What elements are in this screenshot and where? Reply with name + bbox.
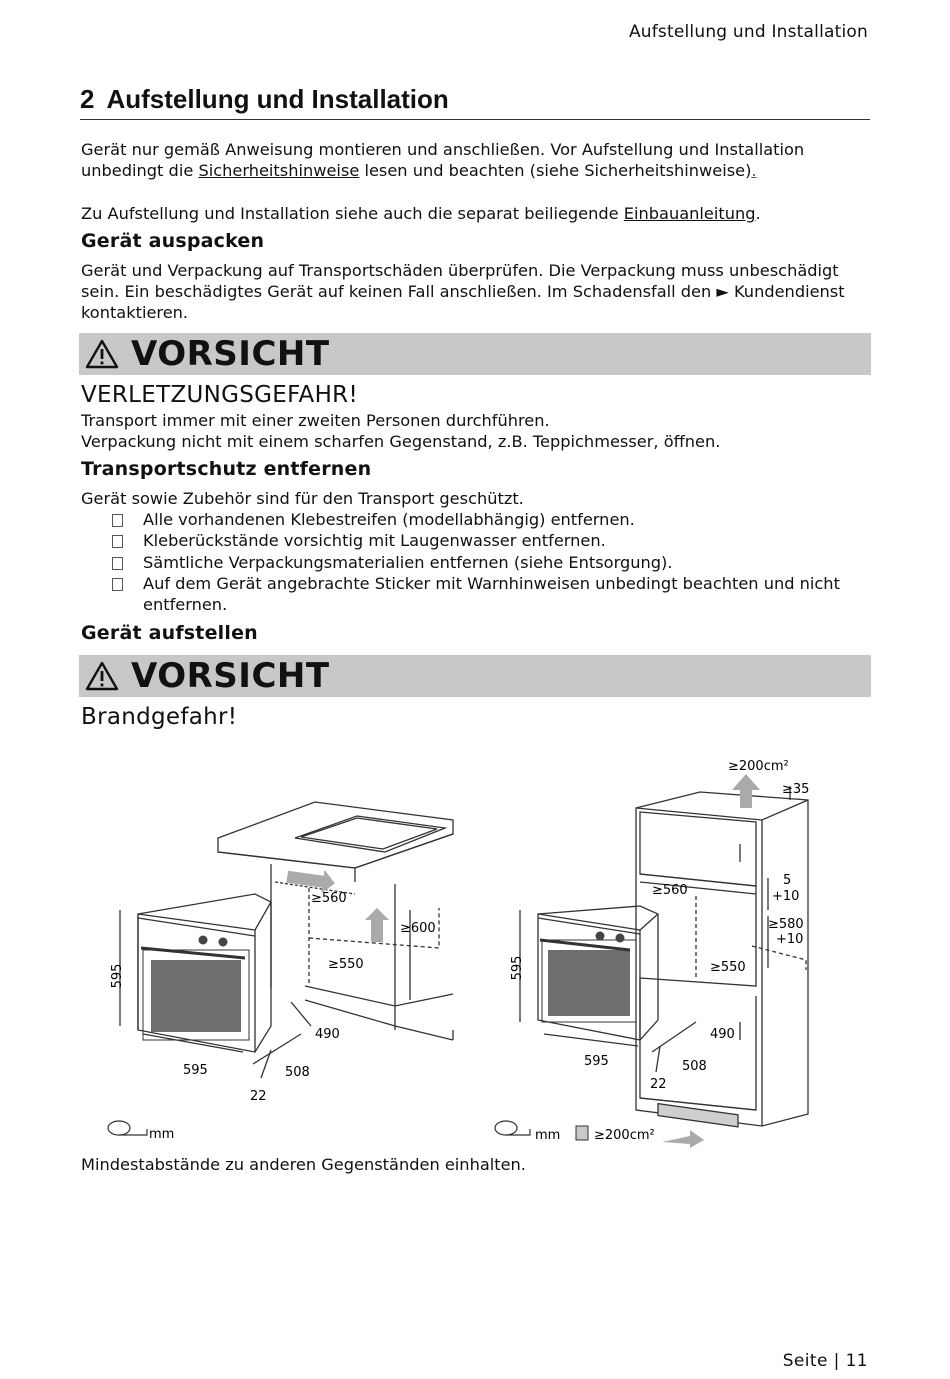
intro-text-cont: lesen und beachten (siehe Sicherheitshinweise) bbox=[359, 161, 752, 180]
warning-signal-word: VORSICHT bbox=[131, 334, 330, 374]
setup-heading: Gerät aufstellen bbox=[81, 622, 258, 644]
list-item bbox=[112, 530, 872, 551]
bullet-box-icon bbox=[112, 535, 123, 548]
unpack-text: Gerät und Verpackung auf Transportschäden überprüfen. Die Verpackung muss unbeschädigt sein. Ein beschädigtes Gerät auf keinen Fall anschließen. Im Schadensfall den ► Kundendienst kontaktieren. bbox=[81, 261, 845, 322]
dim-height-580-tolerance: +10 bbox=[776, 932, 804, 947]
safety-link-dot[interactable]: . bbox=[751, 161, 757, 180]
tape-measure-icon bbox=[495, 1121, 530, 1135]
dim-508: 508 bbox=[682, 1059, 707, 1074]
safety-link[interactable]: Sicherheitshinweise bbox=[198, 161, 360, 180]
bullet-box-icon bbox=[112, 514, 123, 527]
list-item bbox=[112, 552, 872, 573]
list-item bbox=[112, 509, 872, 530]
warning-line-1: Transport immer mit einer zweiten Personen durchführen. bbox=[81, 411, 550, 430]
transport-heading: Transportschutz entfernen bbox=[81, 458, 372, 480]
dim-vent-bottom: ≥200cm² bbox=[594, 1128, 655, 1143]
warning-triangle-icon bbox=[85, 339, 119, 369]
dim-height-595: 595 bbox=[510, 955, 525, 981]
running-header: Aufstellung und Installation bbox=[628, 22, 868, 42]
warning-line-2: Verpackung nicht mit einem scharfen Gegenstand, z.B. Teppichmesser, öffnen. bbox=[81, 432, 721, 451]
unit-mm: mm bbox=[149, 1127, 175, 1142]
dim-depth-560: ≥560 bbox=[311, 891, 347, 906]
dim-width-595: 595 bbox=[183, 1063, 208, 1078]
figure-tallcabinet-installation bbox=[490, 750, 820, 1150]
transport-list bbox=[112, 509, 872, 615]
dim-vent-top: ≥200cm² bbox=[728, 759, 789, 774]
intro-text: Gerät nur gemäß Anweisung montieren und anschließen. Vor Aufstellung und Installation unbedingt die bbox=[81, 140, 805, 180]
vent-area-swatch-icon bbox=[576, 1126, 588, 1140]
dim-22: 22 bbox=[650, 1077, 667, 1092]
dim-width-550: ≥550 bbox=[710, 960, 746, 975]
list-item bbox=[112, 573, 872, 616]
dim-height-580: ≥580 bbox=[768, 917, 804, 932]
hazard-title-2: Brandgefahr! bbox=[81, 704, 238, 730]
figure-caption: Mindestabstände zu anderen Gegenständen einhalten. bbox=[81, 1155, 526, 1174]
unpack-heading: Gerät auspacken bbox=[81, 230, 265, 252]
list-item-text: Kleberückstände vorsichtig mit Laugenwasser entfernen. bbox=[143, 531, 606, 551]
intro-text-2: Zu Aufstellung und Installation siehe auch die separat beiliegende bbox=[81, 204, 624, 223]
dim-height-595: 595 bbox=[110, 963, 125, 989]
intro-paragraph-2 bbox=[81, 203, 871, 224]
list-item-text: Auf dem Gerät angebrachte Sticker mit Warnhinweisen unbedingt beachten und nicht entfernen. bbox=[143, 573, 840, 615]
figure-undercounter-installation bbox=[95, 790, 465, 1150]
chapter-title: Aufstellung und Installation bbox=[106, 84, 449, 114]
installation-guide-link[interactable]: Einbauanleitung bbox=[623, 204, 756, 223]
hazard-title-1: VERLETZUNGSGEFAHR! bbox=[81, 382, 358, 408]
dim-width-550: ≥550 bbox=[328, 957, 364, 972]
dim-490: 490 bbox=[315, 1027, 340, 1042]
dim-height-600: ≥600 bbox=[400, 921, 436, 936]
unit-mm: mm bbox=[535, 1128, 561, 1143]
chapter-heading bbox=[80, 84, 870, 120]
tape-measure-icon bbox=[108, 1121, 147, 1135]
dim-width-595: 595 bbox=[584, 1054, 609, 1069]
dim-gap-5-tolerance: +10 bbox=[772, 889, 800, 904]
bullet-box-icon bbox=[112, 578, 123, 591]
page-number: Seite | 11 bbox=[782, 1351, 868, 1371]
dim-22: 22 bbox=[250, 1089, 267, 1104]
warning-banner-2 bbox=[79, 655, 871, 697]
dim-depth-560: ≥560 bbox=[652, 883, 688, 898]
warning-signal-word: VORSICHT bbox=[131, 656, 330, 696]
dim-508: 508 bbox=[285, 1065, 310, 1080]
warning-triangle-icon bbox=[85, 661, 119, 691]
transport-intro: Gerät sowie Zubehör sind für den Transport geschützt. bbox=[81, 489, 524, 508]
bullet-box-icon bbox=[112, 557, 123, 570]
dim-35: ≥35 bbox=[782, 782, 810, 797]
chapter-number: 2 bbox=[80, 84, 95, 114]
warning-banner-1 bbox=[79, 333, 871, 375]
intro-text-2-end: . bbox=[755, 204, 761, 223]
dim-490: 490 bbox=[710, 1027, 735, 1042]
list-item-text: Sämtliche Verpackungsmaterialien entfernen (siehe Entsorgung). bbox=[143, 552, 673, 572]
list-item-text: Alle vorhandenen Klebestreifen (modellabhängig) entfernen. bbox=[143, 510, 635, 529]
intro-paragraph-1 bbox=[81, 139, 871, 181]
dim-gap-5: 5 bbox=[783, 873, 792, 888]
